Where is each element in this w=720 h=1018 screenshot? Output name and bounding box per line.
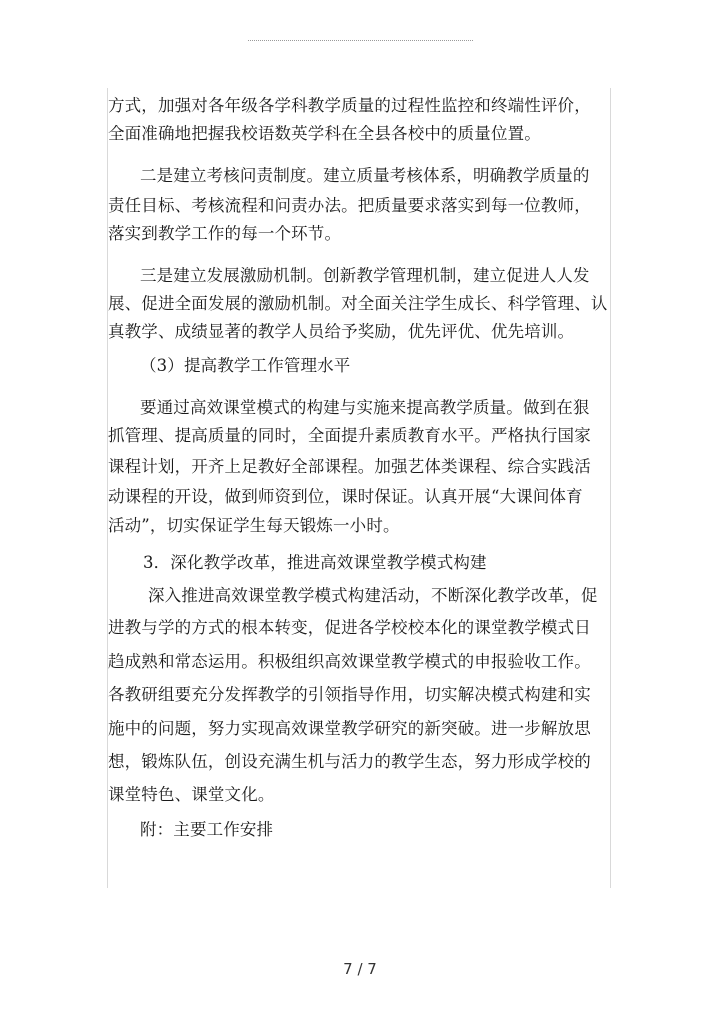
body-line: 二是建立考核问责制度。建立质量考核体系，明确教学质量的 — [140, 166, 590, 185]
body-line: 课程计划，开齐上足教好全部课程。加强艺体类课程、综合实践活 — [108, 457, 591, 476]
body-line: 想，锻炼队伍，创设充满生机与活力的教学生态，努力形成学校的 — [108, 752, 591, 771]
section-heading: （3）提高教学工作管理水平 — [140, 356, 351, 375]
body-line: 各教研组要充分发挥教学的引领指导作用，切实解决模式构建和实 — [108, 685, 591, 704]
body-line: 抓管理、提高质量的同时，全面提升素质教育水平。严格执行国家 — [108, 426, 591, 445]
body-line: 落实到教学工作的每一个环节。 — [108, 224, 342, 243]
body-line: 课堂特色、课堂文化。 — [108, 785, 275, 804]
body-line: 活动”，切实保证学生每天锻炼一小时。 — [108, 516, 400, 535]
page-number: 7 / 7 — [343, 960, 377, 978]
body-line: 展、促进全面发展的激励机制。对全面关注学生成长、科学管理、认 — [108, 294, 608, 313]
body-line: 深入推进高效课堂教学模式构建活动，不断深化教学改革，促 — [148, 586, 598, 605]
body-line: 责任目标、考核流程和问责办法。把质量要求落实到每一位教师， — [108, 196, 591, 215]
body-line: 动课程的开设，做到师资到位，课时保证。认真开展“大课间体育 — [108, 487, 583, 506]
body-line: 三是建立发展激励机制。创新教学管理机制，建立促进人人发 — [140, 266, 590, 285]
header-rule — [248, 40, 473, 42]
section-heading: 3．深化教学改革，推进高效课堂教学模式构建 — [143, 553, 487, 572]
body-line: 进教与学的方式的根本转变，促进各学校校本化的课堂教学模式日 — [108, 618, 591, 637]
body-line: 趋成熟和常态运用。积极组织高效课堂教学模式的申报验收工作。 — [108, 652, 591, 671]
body-line: 方式，加强对各年级各学科教学质量的过程性监控和终端性评价， — [108, 96, 591, 115]
body-line: 全面准确地把握我校语数英学科在全县各校中的质量位置。 — [108, 124, 541, 143]
body-line: 施中的问题，努力实现高效课堂教学研究的新突破。进一步解放思 — [108, 719, 591, 738]
body-line: 要通过高效课堂模式的构建与实施来提高教学质量。做到在狠 — [140, 398, 590, 417]
appendix-label: 附：主要工作安排 — [140, 820, 274, 839]
body-line: 真教学、成绩显著的教学人员给予奖励，优先评优、优先培训。 — [108, 322, 575, 341]
